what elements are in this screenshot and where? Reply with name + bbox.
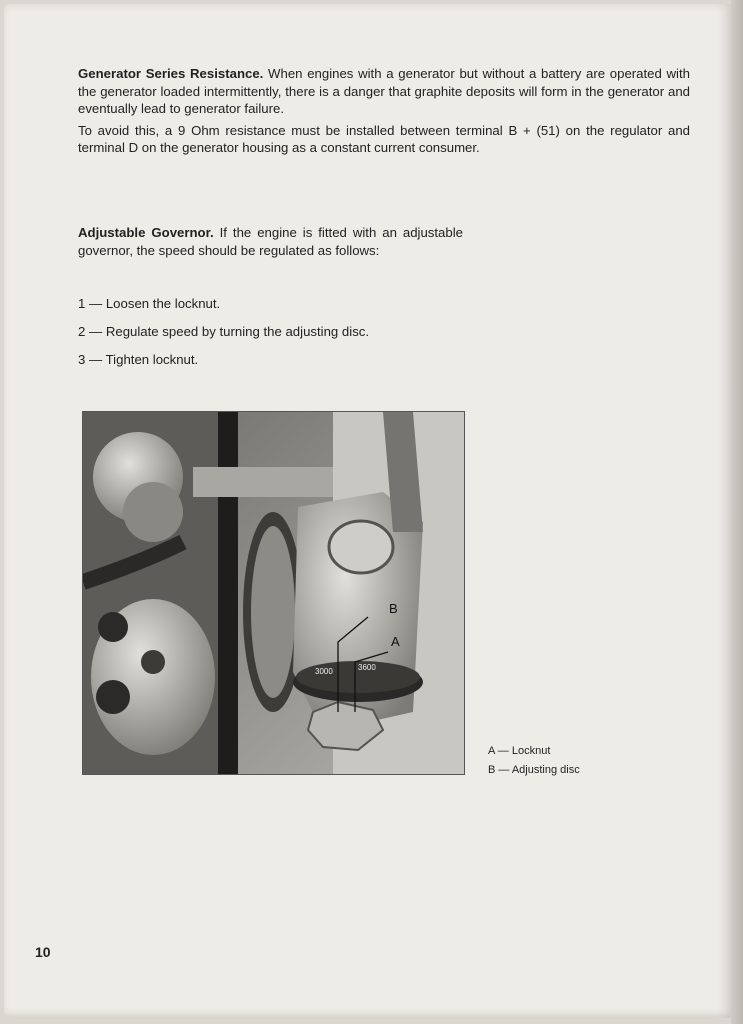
step-1: 1 — Loosen the locknut. [78,296,221,311]
page-number: 10 [35,944,51,960]
figure-label-b: B [389,601,398,616]
generator-text-1: When engines with a generator but without a battery are operated with the generator loaded intermittently, there is a danger that graphite deposits will form in the generator and eventually lead to generator failure. [78,66,690,116]
engine-photo-drawing [83,412,464,774]
governor-section [78,224,463,259]
governor-text: If the engine is fitted with an adjustable governor, the speed should be regulated as follows: [78,225,463,258]
page-edge [731,0,743,1024]
caption-a: A — Locknut [488,745,551,757]
figure-label-a: A [391,634,400,649]
step-2: 2 — Regulate speed by turning the adjusting disc. [78,324,370,339]
governor-paragraph [78,224,463,259]
dial-marking-left: 3000 [315,667,333,676]
step-3: 3 — Tighten locknut. [78,352,199,367]
caption-b: B — Adjusting disc [488,764,580,776]
generator-heading: Generator Series Resistance. [78,66,264,81]
generator-section [78,65,690,157]
dial-marking-right: 3600 [358,663,376,672]
governor-heading: Adjustable Governor. [78,225,214,240]
generator-paragraph-1 [78,65,690,118]
engine-photo [82,411,465,775]
generator-paragraph-2: To avoid this, a 9 Ohm resistance must be installed between terminal B + (51) on the regulator and terminal D on the generator housing as a constant current consumer. [78,122,690,155]
